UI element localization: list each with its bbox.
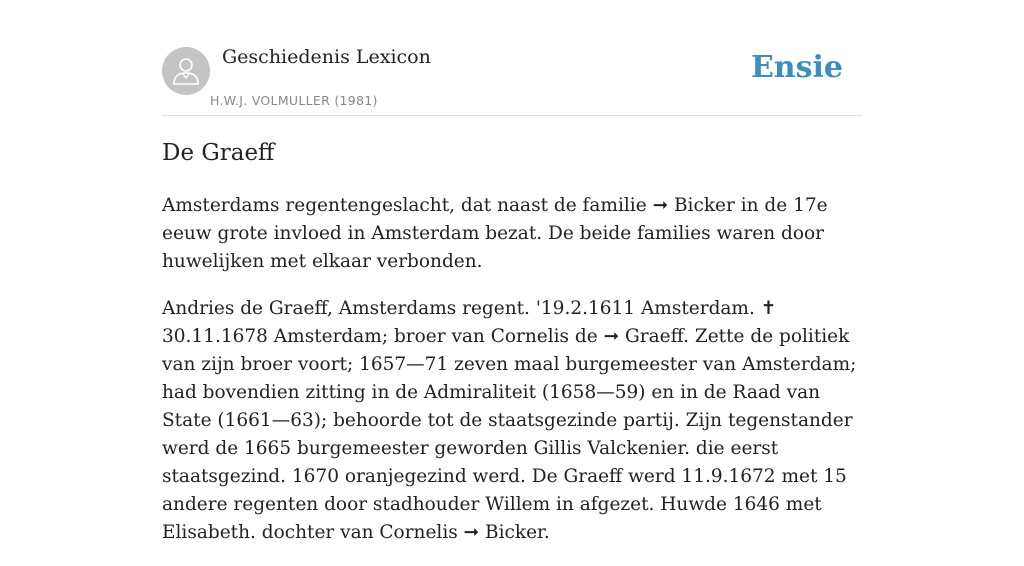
brand-logo[interactable]: Ensie [750, 50, 843, 85]
text-span: Amsterdams regentengeslacht, dat naast de familie [162, 195, 653, 216]
avatar[interactable] [162, 47, 210, 95]
cross-icon: ✝ [760, 298, 777, 319]
link-bicker[interactable]: Bicker. [479, 522, 550, 543]
user-icon [171, 55, 201, 87]
book-author[interactable]: H.W.J. VOLMULLER (1981) [210, 93, 378, 108]
arrow-icon: ➞ [652, 195, 669, 216]
paragraph-1 [162, 192, 862, 276]
arrow-icon: ➞ [463, 522, 480, 543]
content-container [162, 0, 862, 543]
text-span: Graeff. Zette de politiek van zijn broer voort; 1657—71 zeven maal burgemeester van Amsterdam; had bovendien zitting in de Admiraliteit (1658—59) en in de Raad van State (1661—63); behoorde tot de staatsgezinde partij. Zijn tegenstander werd de 1665 burgemeester geworden Gillis Valckenier. die eerst staatsgezind. 1670 oranjegezind werd. De Graeff werd 11.9.1672 met 15 andere regenten door stadhouder Willem in afgezet. Huwde 1646 met Elisabeth. dochter van Cornelis [162, 326, 857, 543]
header [162, 0, 862, 116]
article-body [162, 192, 862, 566]
link-bicker[interactable]: Bicker in de 17e eeuw grote invloed in Amsterdam bezat. De beide families waren door huwelijken met elkaar verbonden. [162, 195, 828, 272]
paragraph-2 [162, 295, 862, 547]
book-title[interactable]: Geschiedenis Lexicon [222, 46, 431, 68]
text-span: 30.11.1678 Amsterdam; broer van Cornelis de [162, 326, 604, 347]
arrow-icon: ➞ [603, 326, 620, 347]
text-span: Andries de Graeff, Amsterdams regent. '19.2.1611 Amsterdam. [162, 298, 761, 319]
article-title: De Graeff [162, 140, 275, 166]
